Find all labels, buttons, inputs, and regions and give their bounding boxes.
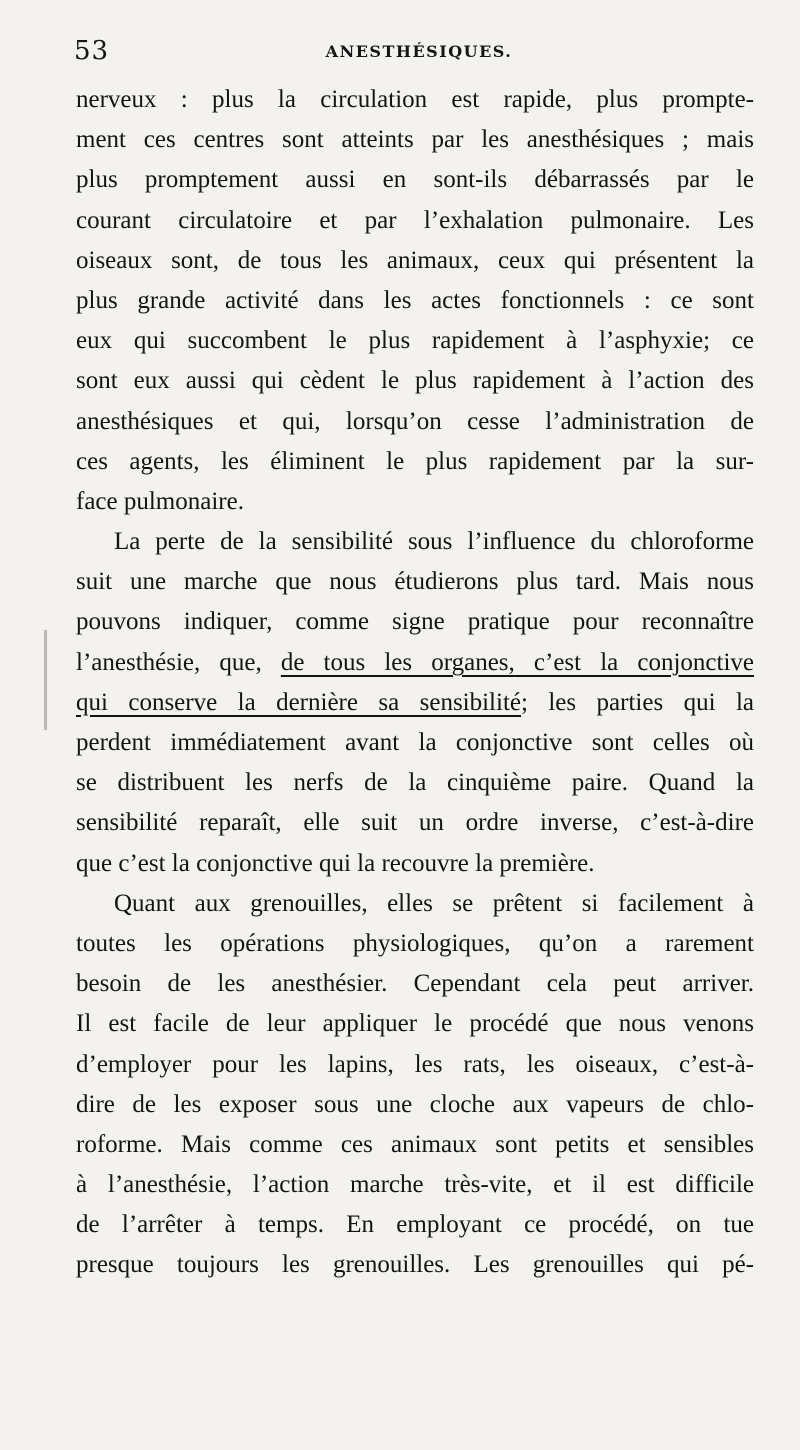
margin-mark: [44, 630, 53, 730]
text-line: ces agents, les éliminent le plus rapidement par la sur-: [76, 447, 754, 475]
text-line: sont eux aussi qui cèdent le plus rapidement à l’action des: [76, 367, 754, 395]
text-line: ment ces centres sont atteints par les anesthésiques ; mais: [76, 126, 754, 154]
text-line: dire de les exposer sous une cloche aux vapeurs de chlo-: [76, 1090, 754, 1118]
text-line: plus grande activité dans les actes fonctionnels : ce sont: [76, 286, 754, 314]
text-line: à l’anesthésie, l’action marche très-vite, et il est difficile: [76, 1171, 754, 1199]
body-text: [76, 80, 754, 1286]
text-line: Quant aux grenouilles, elles se prêtent si facilement à: [114, 889, 754, 917]
text-line: nerveux : plus la circulation est rapide, plus prompte-: [76, 86, 754, 113]
text-line: La perte de la sensibilité sous l’influence du chloroforme: [114, 528, 754, 556]
text-line: anesthésiques et qui, lorsqu’on cesse l’administration de: [76, 407, 754, 435]
text-line: presque toujours les grenouilles. Les grenouilles qui pé-: [76, 1251, 754, 1279]
text-line: Il est facile de leur appliquer le procédé que nous venons: [76, 1010, 754, 1038]
text-line: que c’est la conjonctive qui la recouvre la première.: [76, 849, 595, 877]
text-line: de l’arrêter à temps. En employant ce procédé, on tue: [76, 1211, 754, 1239]
text-line: [76, 683, 754, 723]
text-line: roforme. Mais comme ces animaux sont petits et sensibles: [76, 1130, 754, 1158]
text-segment: l’anesthésie, que,: [76, 648, 281, 676]
text-line: pouvons indiquer, comme signe pratique pour reconnaître: [76, 608, 754, 636]
underlined-text: c’est la conjonctive: [514, 648, 754, 676]
underlined-text: qui conserve la dernière sa sensibilité: [76, 688, 521, 716]
text-line: courant circulatoire et par l’exhalation pulmonaire. Les: [76, 206, 754, 234]
text-segment: ; les parties qui la: [521, 688, 754, 716]
text-line: [76, 643, 754, 683]
text-line: besoin de les anesthésier. Cependant cela peut arriver.: [76, 970, 754, 998]
text-line: eux qui succombent le plus rapidement à l’asphyxie; ce: [76, 327, 754, 355]
text-line: suit une marche que nous étudierons plus tard. Mais nous: [76, 568, 754, 596]
page-number: 53: [74, 36, 110, 66]
text-line: toutes les opérations physiologiques, qu’on a rarement: [76, 929, 754, 957]
underlined-text: de tous les organes,: [280, 648, 515, 676]
text-line: d’employer pour les lapins, les rats, les oiseaux, c’est-à-: [76, 1050, 754, 1078]
text-line: plus promptement aussi en sont-ils débarrassés par le: [76, 166, 754, 194]
text-line: perdent immédiatement avant la conjonctive sont celles où: [76, 729, 754, 756]
text-line: sensibilité reparaît, elle suit un ordre inverse, c’est-à-dire: [76, 809, 754, 837]
text-line: se distribuent les nerfs de la cinquième paire. Quand la: [76, 769, 754, 797]
page-header: [74, 36, 764, 76]
text-line: face pulmonaire.: [76, 487, 244, 515]
text-line: oiseaux sont, de tous les animaux, ceux qui présentent la: [76, 246, 754, 274]
running-head: ANESTHÉSIQUES.: [325, 42, 513, 61]
